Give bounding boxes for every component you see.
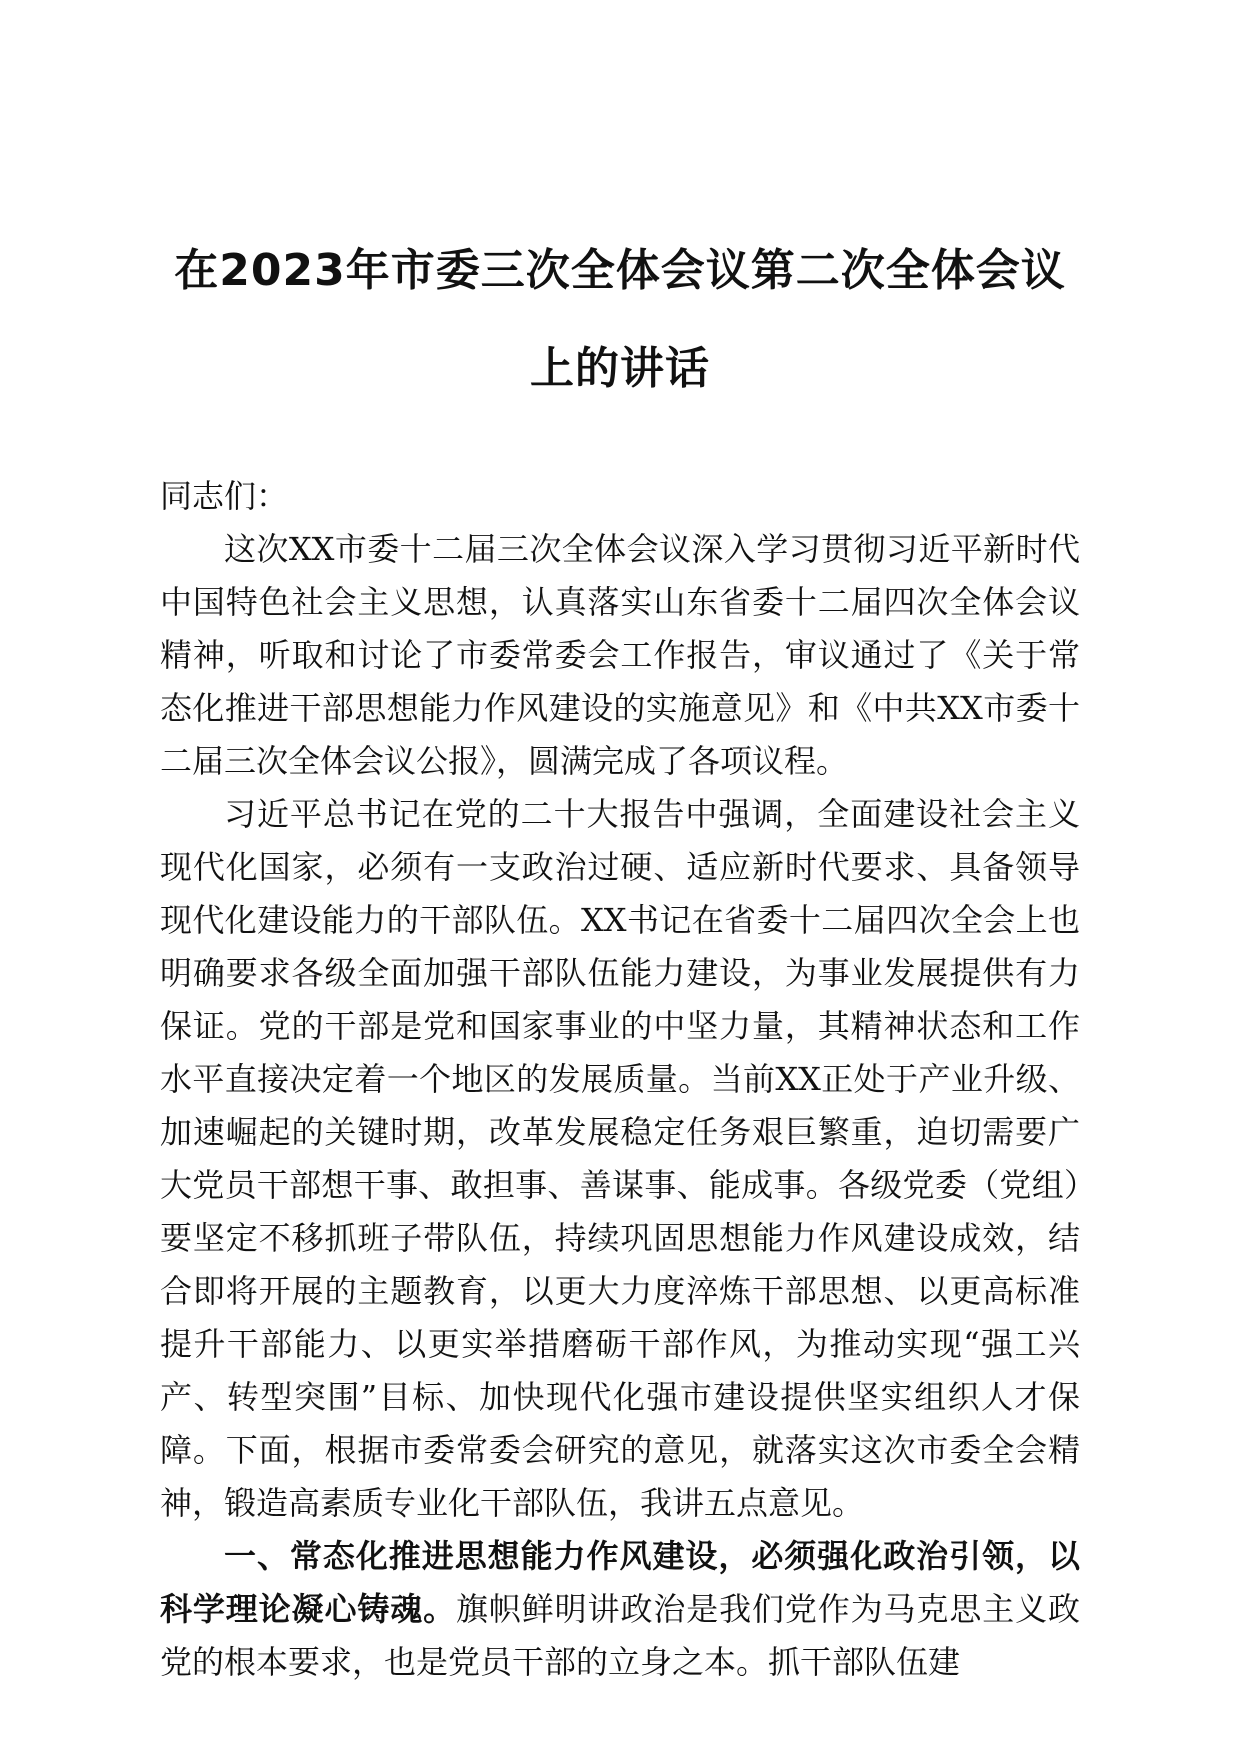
- document-title: [150, 222, 1090, 418]
- section-1-heading: 一、常态化推进思想能力作风建设，必须强化政治引领，以科学理论凝心铸魂。: [160, 1537, 1080, 1628]
- section-1-text: 旗帜鲜明讲政治是我们党作为马克思主义政党的根本要求，也是党员干部的立身之本。抓干部队伍建: [160, 1590, 1080, 1681]
- salutation: 同志们：: [160, 477, 289, 515]
- title-line-1: 在2023年市委三次全体会议第二次全体会议: [174, 245, 1066, 296]
- paragraph-2: 习近平总书记在党的二十大报告中强调，全面建设社会主义现代化国家，必须有一支政治过硬、适应新时代要求、具备领导现代化建设能力的干部队伍。XX书记在省委十二届四次全会上也明确要求各级全面加强干部队伍能力建设，为事业发展提供有力保证。党的干部是党和国家事业的中坚力量，其精神状态和工作水平直接决定着一个地区的发展质量。当前XX正处于产业升级、加速崛起的关键时期，改革发展稳定任务艰巨繁重，迫切需要广大党员干部想干事、敢担事、善谋事、能成事。各级党委（党组）要坚定不移抓班子带队伍，持续巩固思想能力作风建设成效，结合即将开展的主题教育，以更大力度淬炼干部思想、以更高标准提升干部能力、以更实举措磨砺干部作风，为推动实现“强工兴产、转型突围”目标、加快现代化强市建设提供坚实组织人才保障。下面，根据市委常委会研究的意见，就落实这次市委全会精神，锻造高素质专业化干部队伍，我讲五点意见。: [160, 795, 1080, 1522]
- title-line-2: 上的讲话: [530, 343, 710, 394]
- document-body: [160, 470, 1080, 1689]
- paragraph-1: 这次XX市委十二届三次全体会议深入学习贯彻习近平新时代中国特色社会主义思想，认真落实山东省委十二届四次全体会议精神，听取和讨论了市委常委会工作报告，审议通过了《关于常态化推进干部思想能力作风建设的实施意见》和《中共XX市委十二届三次全体会议公报》，圆满完成了各项议程。: [160, 530, 1080, 780]
- section-1-paragraph: [160, 1530, 1080, 1689]
